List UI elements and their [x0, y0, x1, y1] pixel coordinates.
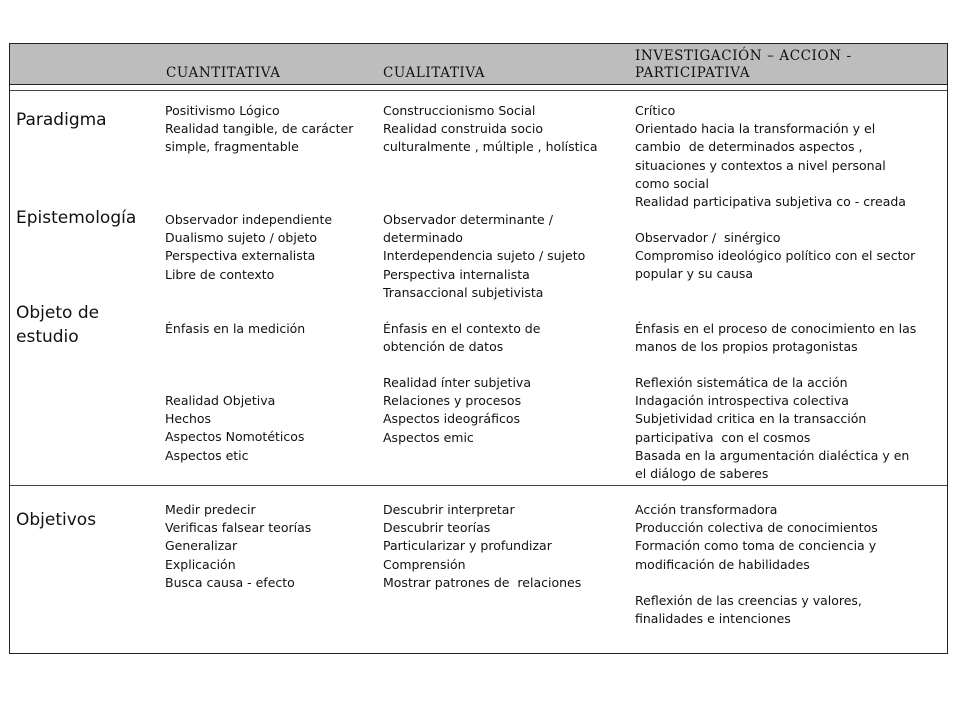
row-label-objeto-line2: estudio — [16, 327, 79, 347]
row-label-paradigma: Paradigma — [16, 110, 107, 130]
objeto-cuantitativa-b: Realidad Objetiva Hechos Aspectos Nomotéticos Aspectos etic — [165, 393, 305, 463]
row-separator — [10, 90, 947, 91]
row-label-objeto-line1: Objeto de — [16, 303, 100, 323]
row-separator — [10, 485, 947, 486]
header-cuantitativa: CUANTITATIVA — [166, 65, 281, 81]
row-label-epistemologia: Epistemología — [16, 208, 137, 228]
row-label-objetivos: Objetivos — [16, 510, 97, 530]
paradigma-cuantitativa: Positivismo Lógico Realidad tangible, de carácter simple, fragmentable — [165, 103, 354, 155]
header-iap-line1: INVESTIGACIÓN – ACCION - — [635, 48, 852, 64]
epistemologia-iap: Observador / sinérgico Compromiso ideológico político con el sector popular y su causa — [635, 230, 916, 282]
table-header — [10, 44, 947, 85]
objetivos-iap-b: Reflexión de las creencias y valores, finalidades e intenciones — [635, 593, 862, 627]
epistemologia-cuantitativa: Observador independiente Dualismo sujeto / objeto Perspectiva externalista Libre de contexto — [165, 212, 333, 282]
header-iap-line2: PARTICIPATIVA — [635, 65, 751, 81]
objeto-iap-b: Reflexión sistemática de la acción Indagación introspectiva colectiva Subjetividad critica en la transacción participativa con el cosmos Basada en la argumentación dialéctica y en el diálogo de saberes — [635, 375, 910, 482]
paradigma-cualitativa: Construccionismo Social Realidad construida socio culturalmente , múltiple , holística — [383, 103, 598, 155]
objetivos-iap-a: Acción transformadora Producción colectiva de conocimientos Formación como toma de conciencia y modificación de habilidades — [635, 502, 878, 572]
objetivos-cuantitativa: Medir predecir Verificas falsear teorías Generalizar Explicación Busca causa - efecto — [165, 502, 312, 590]
objeto-cuantitativa-a: Énfasis en la medición — [165, 321, 306, 336]
objeto-cualitativa-b: Realidad ínter subjetiva Relaciones y procesos Aspectos ideográficos Aspectos emic — [383, 375, 531, 445]
paradigma-iap: Crítico Orientado hacia la transformación y el cambio de determinados aspectos , situaciones y contextos a nivel personal como social Realidad participativa subjetiva co - creada — [635, 103, 906, 210]
objetivos-cualitativa: Descubrir interpretar Descubrir teorías Particularizar y profundizar Comprensión Mostrar patrones de relaciones — [383, 502, 582, 590]
objeto-iap-a: Énfasis en el proceso de conocimiento en las manos de los propios protagonistas — [635, 321, 917, 355]
header-cualitativa: CUALITATIVA — [383, 65, 486, 81]
epistemologia-cualitativa: Observador determinante / determinado Interdependencia sujeto / sujeto Perspectiva internalista Transaccional subjetivista — [383, 212, 586, 300]
objeto-cualitativa-a: Énfasis en el contexto de obtención de datos — [383, 321, 541, 355]
comparison-table — [9, 43, 948, 654]
